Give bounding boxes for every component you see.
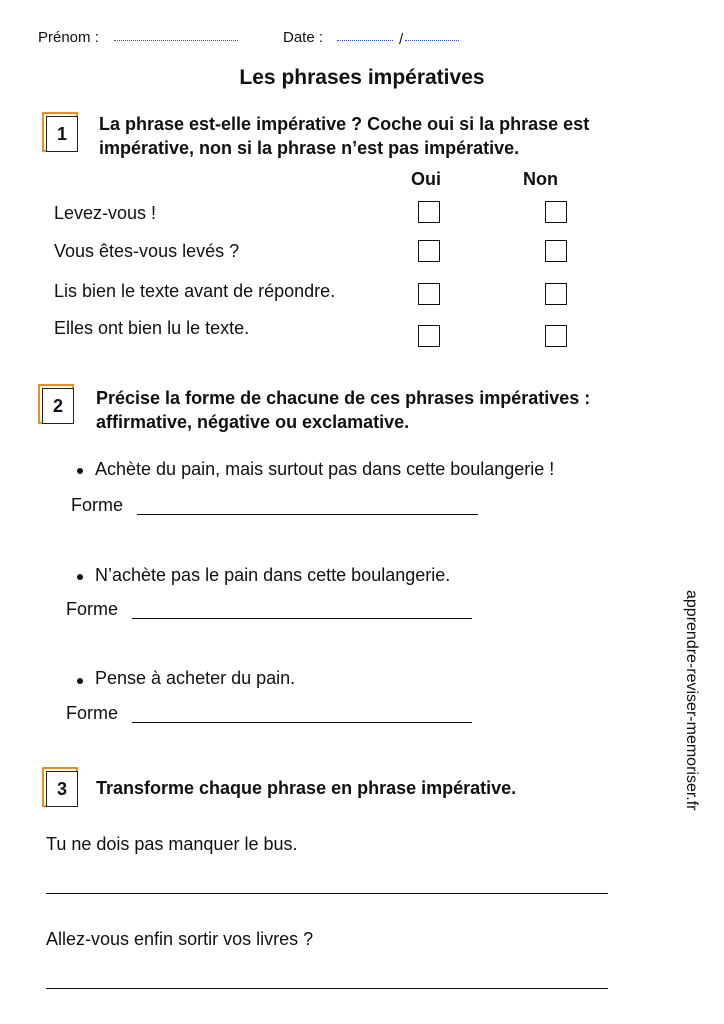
checkbox-non-1[interactable] <box>545 201 567 223</box>
exercise-3-number: 3 <box>56 779 67 799</box>
column-header-oui: Oui <box>411 169 441 189</box>
exercise-2-answer-line-3[interactable] <box>132 722 472 723</box>
exercise-3-sentence-2: Allez-vous enfin sortir vos livres ? <box>46 929 314 949</box>
date-label: Date : <box>283 29 324 46</box>
exercise-1-sentence-2: Vous êtes-vous levés ? <box>54 241 240 261</box>
checkbox-oui-2[interactable] <box>418 240 440 262</box>
exercise-2-form-label-3: Forme <box>66 703 119 723</box>
checkbox-oui-1[interactable] <box>418 201 440 223</box>
exercise-3-badge <box>42 767 78 807</box>
exercise-3-sentence-1: Tu ne dois pas manquer le bus. <box>46 834 298 854</box>
exercise-1-sentence-1: Levez-vous ! <box>54 203 157 223</box>
exercise-3-instruction: Transforme chaque phrase en phrase impérative. <box>96 778 517 798</box>
exercise-2-sentence-2: N’achète pas le pain dans cette boulangerie. <box>95 565 451 585</box>
checkbox-oui-3[interactable] <box>418 283 440 305</box>
prenom-label: Prénom : <box>38 29 99 46</box>
checkbox-oui-4[interactable] <box>418 325 440 347</box>
exercise-1-sentence-3: Lis bien le texte avant de répondre. <box>54 281 336 301</box>
date-field-month[interactable] <box>405 40 459 41</box>
exercise-1-sentence-4: Elles ont bien lu le texte. <box>54 318 250 338</box>
exercise-2-badge <box>38 384 74 424</box>
exercise-2-form-label-1: Forme <box>71 495 124 515</box>
checkbox-non-4[interactable] <box>545 325 567 347</box>
exercise-3-answer-line-2[interactable] <box>46 988 608 989</box>
date-separator: / <box>399 31 404 48</box>
column-header-non: Non <box>523 169 558 189</box>
page-title: Les phrases impératives <box>239 66 485 89</box>
checkbox-non-3[interactable] <box>545 283 567 305</box>
bullet-icon <box>77 678 83 684</box>
exercise-2-sentence-1: Achète du pain, mais surtout pas dans cette boulangerie ! <box>95 459 555 479</box>
exercise-2-number: 2 <box>52 396 63 416</box>
bullet-icon <box>77 574 83 580</box>
checkbox-non-2[interactable] <box>545 240 567 262</box>
prenom-field[interactable] <box>114 40 238 41</box>
bullet-icon <box>77 468 83 474</box>
exercise-2-form-label-2: Forme <box>66 599 119 619</box>
exercise-1-number: 1 <box>56 124 67 144</box>
date-field-day[interactable] <box>337 40 393 41</box>
exercise-3-answer-line-1[interactable] <box>46 893 608 894</box>
exercise-2-answer-line-2[interactable] <box>132 618 472 619</box>
exercise-2-answer-line-1[interactable] <box>137 514 478 515</box>
site-watermark: apprendre-reviser-memoriser.fr <box>683 590 700 811</box>
exercise-2-instruction: Précise la forme de chacune de ces phrases impératives : affirmative, négative ou exclamative. <box>96 388 591 432</box>
exercise-1-badge <box>42 112 78 152</box>
exercise-1-instruction: La phrase est-elle impérative ? Coche oui si la phrase est impérative, non si la phrase n’est pas impérative. <box>99 114 590 158</box>
exercise-2-sentence-3: Pense à acheter du pain. <box>95 668 296 688</box>
